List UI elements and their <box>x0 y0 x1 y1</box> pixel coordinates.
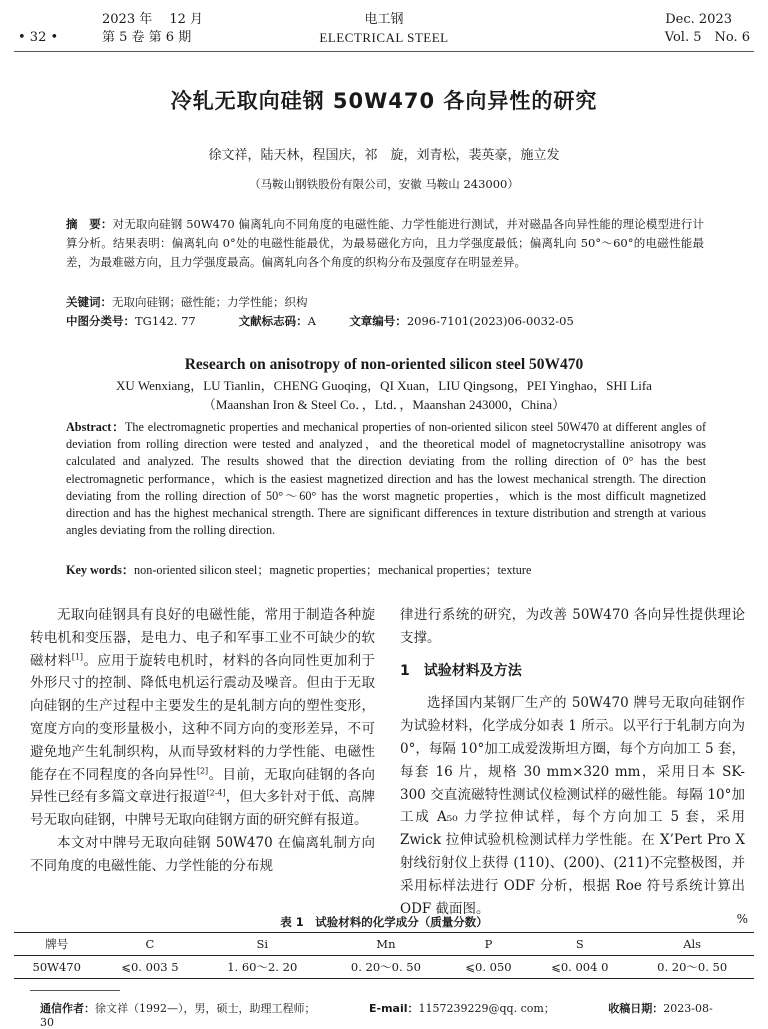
abstract-cn-label: 摘 要： <box>66 217 113 231</box>
footnote-date-text: 2023-08-30 <box>40 1002 713 1029</box>
citation: [2-4] <box>206 788 226 798</box>
classification-line <box>66 312 706 331</box>
abstract-cn <box>66 215 704 272</box>
table-header-cell: Mn <box>324 933 448 956</box>
footnote-email-label: E-mail： <box>369 1002 419 1015</box>
journal-name-cn: 电工钢 <box>364 12 404 27</box>
table-header-cell: C <box>99 933 200 956</box>
table-header-cell: Si <box>200 933 324 956</box>
keywords-en-label: Key words： <box>66 563 135 577</box>
footnote-email <box>369 1002 555 1015</box>
abstract-en-label: Abstract： <box>66 420 125 434</box>
section-title: 试验材料及方法 <box>423 662 522 679</box>
table-cell: 0. 20～0. 50 <box>324 956 448 979</box>
affiliation-en: （Maanshan Iron & Steel Co．，Ltd．，Maanshan 243000，China） <box>202 397 566 412</box>
body-text: ，但大多针对于低、高牌号无取向硅钢，中牌号无取向硅钢方面的研究鲜有报道。 <box>30 789 375 829</box>
keywords-cn-label: 关键词： <box>66 295 112 309</box>
paper-title-cn: 冷轧无取向硅钢 50W470 各向异性的研究 <box>170 89 598 113</box>
abstract-en-text: The electromagnetic properties and mechanical properties of non-oriented silicon steel 50W470 at different angles of deviation from rolling direction were tested and analyzed，and the theoretical model of magnetocrystalline anisotropy was calculated and analyzed. The results showed that the direction deviating from the rolling direction of 0° has the best electromagnetic performance，which is the easiest magnetized direction and has the lowest mechanical strength. The direction deviating from the rolling direction of 50°～60° has the worst magnetic properties，which is the most difficult magnetized direction and has the highest mechanical strength. There are significant differences in texture distribution and strength at various angles deviating from the rolling direction. <box>66 420 707 538</box>
footnote-author-label: 通信作者： <box>40 1002 95 1015</box>
body-paragraph-2-continued: 律进行系统的研究，为改善 50W470 各向异性提供理论支撑。 <box>400 607 745 646</box>
table-cell: ⩽0. 003 5 <box>99 956 200 979</box>
clc-label: 中图分类号： <box>66 314 135 328</box>
header-date-en: Dec. 2023 <box>665 12 732 27</box>
citation: [2] <box>196 766 209 776</box>
table-cell: 0. 20～0. 50 <box>630 956 754 979</box>
keywords-en <box>66 562 706 579</box>
header-divider <box>14 51 754 52</box>
header-volume-en: Vol. 5 No. 6 <box>664 30 750 45</box>
section-heading-1 <box>400 660 745 683</box>
body-paragraph-2: 本文对中牌号无取向硅钢 50W470 在偏离轧制方向不同角度的电磁性能、力学性能的分布规 <box>30 834 375 874</box>
table-header-cell: P <box>448 933 530 956</box>
table-cell: ⩽0. 050 <box>448 956 530 979</box>
composition-table <box>14 932 754 979</box>
keywords-en-text: non-oriented silicon steel；magnetic properties；mechanical properties；texture <box>134 563 532 577</box>
footnote-email-text: 1157239229@qq. com； <box>418 1002 555 1015</box>
table-header-cell: 牌号 <box>14 933 99 956</box>
abstract-en <box>66 419 706 539</box>
table-cell: 50W470 <box>14 956 99 979</box>
journal-name-en: ELECTRICAL STEEL <box>319 30 449 45</box>
citation: [1] <box>71 652 84 662</box>
header-date-cn: 2023 年 12 月 <box>102 12 204 27</box>
table-header-cell: Als <box>630 933 754 956</box>
affiliation-cn: （马鞍山钢铁股份有限公司，安徽 马鞍山 243000） <box>249 177 519 191</box>
body-paragraph-3: 选择国内某钢厂生产的 50W470 牌号无取向硅钢作为试验材料，化学成分如表 1 所示。以平行于轧制方向为 0°，每隔 10°加工成爱泼斯坦方圈，每个方向加工 5 套，每套 16 片，规格 30 mm×320 mm，采用日本 SK-300 交直流磁特性测试仪检测试样的磁性能。每隔 10°加工成 A₅₀ 力学拉伸试样，每个方向加工 5 套，采用 Zwick 拉伸试验机检测试样力学性能。在 X’Pert Pro X 射线衍射仪上获得 (110)、(200)、(211)不完整极图，并采用标样法进行 ODF 分析，根据 Roe 符号系统计算出 ODF 截面图。 <box>400 695 745 917</box>
table-cell: ⩽0. 004 0 <box>529 956 630 979</box>
page-number: • 32 • <box>18 30 59 45</box>
body-paragraph-1 <box>30 604 375 832</box>
article-number-value: 2096-7101(2023)06-0032-05 <box>406 314 574 328</box>
doc-code-label: 文献标志码： <box>238 314 308 328</box>
table-cell: 1. 60～2. 20 <box>200 956 324 979</box>
authors-cn: 徐文祥，陆天林，程国庆，祁 旋，刘青松，裴英豪，施立发 <box>208 148 560 163</box>
keywords-cn-text: 无取向硅钢；磁性能；力学性能；织构 <box>112 295 308 309</box>
body-column-left <box>30 604 375 878</box>
footnote <box>40 1000 740 1029</box>
body-column-right <box>400 604 745 920</box>
table-header-cell: S <box>529 933 630 956</box>
abstract-cn-text: 对无取向硅钢 50W470 偏离轧向不同角度的电磁性能、力学性能进行测试，并对磁晶各向异性能的理论模型进行计算分析。结果表明：偏离轧向 0°处的电磁性能最优，为最易磁化方向，且力学强度最低；偏离轧向 50°～60°的电磁性能最差，为最难磁方向，且力学强度最高。偏离轧向各个角度的织构分布及强度存在明显差异。 <box>66 217 704 269</box>
clc-value: TG142. 77 <box>135 314 196 328</box>
section-number: 1 <box>400 662 410 679</box>
table-header-row <box>14 933 754 956</box>
authors-en: XU Wenxiang，LU Tianlin，CHENG Guoqing，QI Xuan，LIU Qingsong，PEI Yinghao，SHI Lifa <box>116 378 652 393</box>
paper-title-en: Research on anisotropy of non-oriented silicon steel 50W470 <box>184 356 584 373</box>
doc-code-value: A <box>307 314 316 328</box>
footnote-divider <box>30 990 120 991</box>
table-unit: % <box>736 912 748 926</box>
keywords-cn <box>66 293 706 312</box>
body-text: 无取向硅钢具有良好的电磁性能，常用于制造各种旋转电机和变压器，是电力、电子和军事工业不可缺少的软磁材料 <box>30 607 375 669</box>
footnote-author <box>40 1002 316 1015</box>
running-header <box>0 8 768 48</box>
table-caption: 表 1 试验材料的化学成分（质量分数） <box>280 915 488 929</box>
footnote-date-label: 收稿日期： <box>608 1002 664 1015</box>
article-number-label: 文章编号： <box>349 314 407 328</box>
body-text: 。应用于旋转电机时，材料的各向同性更加利于外形尺寸的控制、降低电机运行震动及噪音。但由于无取向硅钢的生产过程中主要发生的是轧制方向的塑性变形，宽度方向的变形量极小，这种不同方向的变形差异，不可避免地产生轧制织构，从而导致材料的力学性能、电磁性能存在不同程度的各向异性 <box>30 652 376 783</box>
body-text: 。目前，无取向硅钢的各向异性已经有多篇文章进行报道 <box>30 766 375 806</box>
header-volume-cn: 第 5 卷 第 6 期 <box>102 30 192 45</box>
table-row <box>14 956 754 979</box>
footnote-author-text: 徐文祥（1992—），男，硕士，助理工程师； <box>95 1002 316 1015</box>
